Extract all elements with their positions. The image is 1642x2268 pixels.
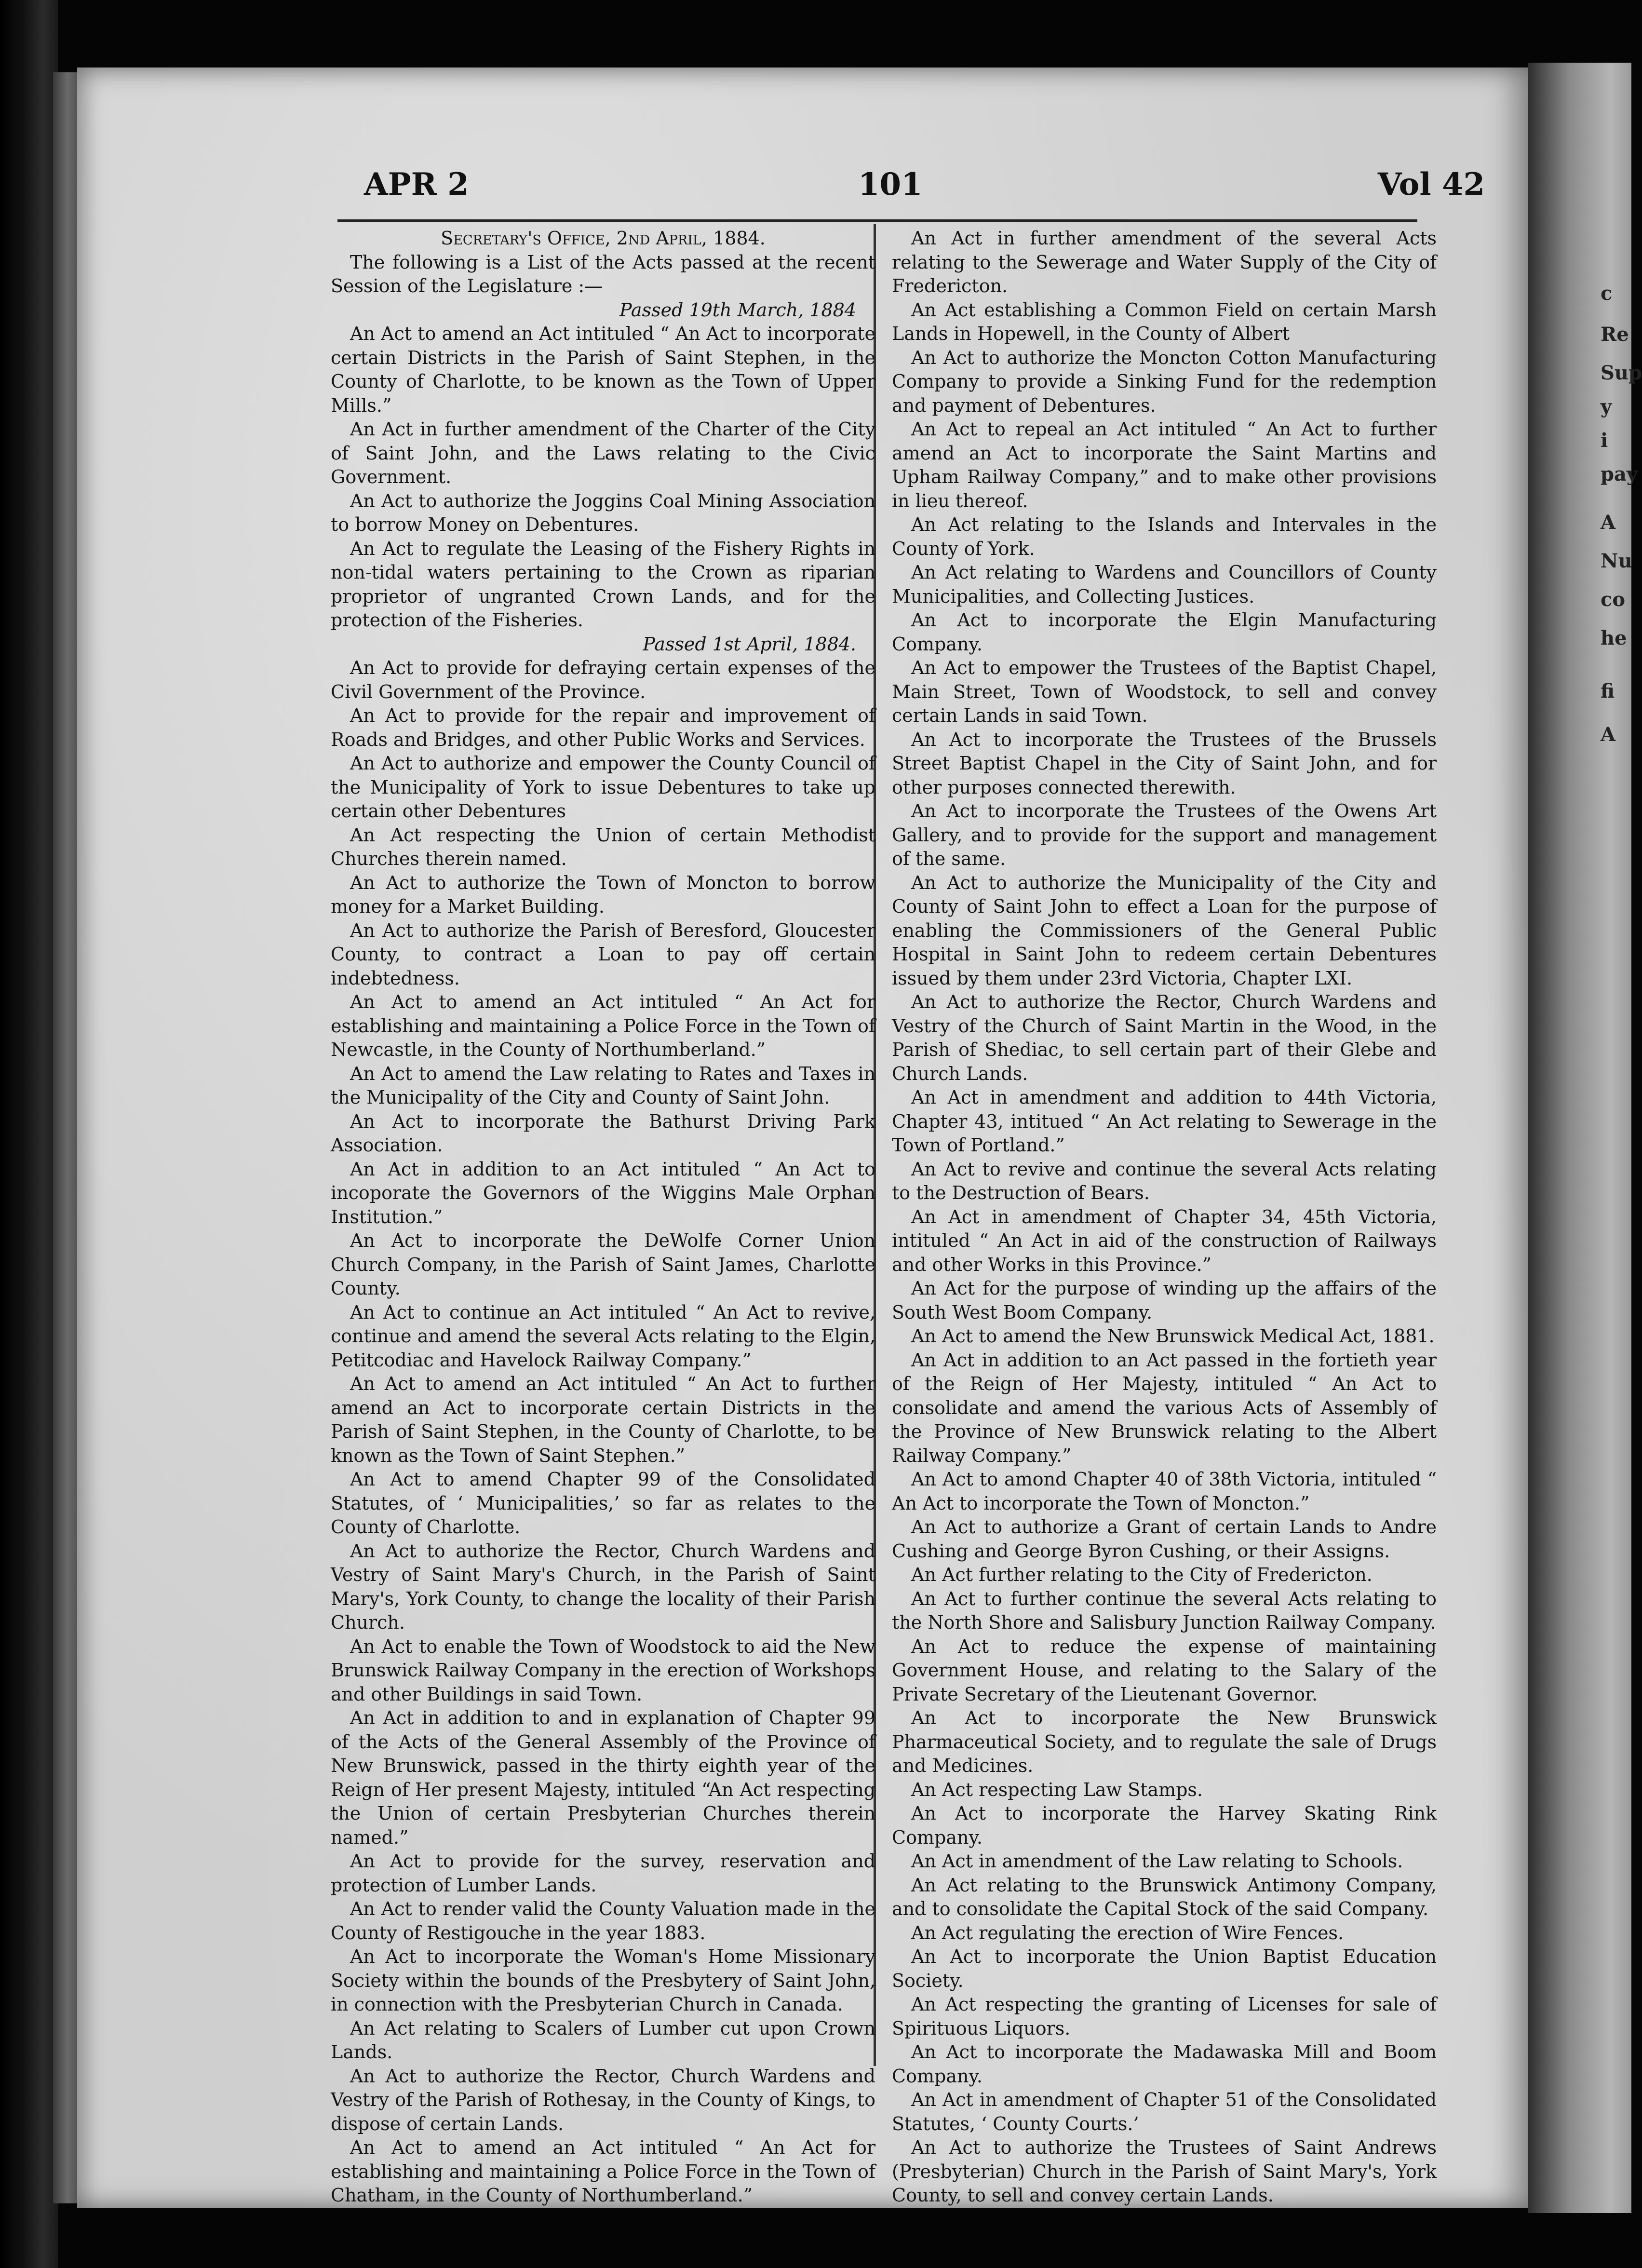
adjacent-page-text-fragment: A	[1601, 511, 1616, 534]
adjacent-page-text-fragment: he	[1601, 627, 1627, 649]
act-entry: An Act to regulate the Leasing of the Fishery Rights in non-tidal waters pertaining to the Crown as riparian proprietor of ungranted Crown Lands, and for the protection of the Fisheries.	[331, 538, 875, 631]
act-entry: An Act to incorporate the Elgin Manufacturing Company.	[892, 609, 1437, 655]
act-entry: An Act relating to Scalers of Lumber cut upon Crown Lands.	[331, 2017, 875, 2063]
acts-list-2	[331, 656, 875, 2208]
adjacent-page-text-fragment: pay	[1601, 463, 1638, 486]
page-number: 101	[858, 166, 923, 202]
act-entry: An Act regulating the erection of Wire Fences.	[911, 1922, 1344, 1944]
act-entry: An Act to revive and continue the several Acts relating to the Destruction of Bears.	[892, 1158, 1437, 1203]
act-entry: An Act to provide for defraying certain expenses of the Civil Government of the Province.	[331, 657, 875, 702]
act-entry: An Act establishing a Common Field on certain Marsh Lands in Hopewell, in the County of Albert	[892, 299, 1437, 344]
act-entry: An Act in amendment of the Law relating to Schools.	[911, 1850, 1403, 1872]
acts-list-3	[892, 227, 1437, 2208]
act-entry: An Act to amend an Act intituled “ An Act to incorporate certain Districts in the Parish of Saint Stephen, in the County of Charlotte, to be known as the Town of Upper Mills.”	[331, 323, 875, 416]
act-entry: An Act in addition to and in explanation of Chapter 99 of the Acts of the General Assembly of the Province of New Brunswick, passed in the thirty eighth year of the Reign of Her present Majesty, intituled “An Act respecting the Union of certain Presbyterian Churches therein named.”	[331, 1707, 875, 1848]
act-entry: An Act to incorporate the DeWolfe Corner Union Church Company, in the Parish of Saint James, Charlotte County.	[331, 1230, 875, 1299]
act-entry: An Act further relating to the City of Fredericton.	[911, 1564, 1373, 1585]
act-entry: An Act relating to the Islands and Intervales in the County of York.	[892, 514, 1437, 559]
act-entry: An Act to enable the Town of Woodstock to aid the New Brunswick Railway Company in the erection of Workshops and other Buildings in said Town.	[331, 1635, 875, 1705]
passed-date-2: Passed 1st April, 1884.	[643, 633, 856, 655]
act-entry: An Act to amend an Act intituled “ An Act for establishing and maintaining a Police Force in the Town of Newcastle, in the County of Northumberland.”	[331, 991, 875, 1060]
act-entry: An Act in amendment and addition to 44th Victoria, Chapter 43, intitued “ An Act relating to Sewerage in the Town of Portland.”	[892, 1087, 1437, 1156]
act-entry: An Act to further continue the several Acts relating to the North Shore and Salisbury Junction Railway Company.	[892, 1588, 1437, 1633]
act-entry: An Act relating to the Brunswick Antimony Company, and to consolidate the Capital Stock of the said Company.	[892, 1874, 1437, 1919]
act-entry: An Act in amendment of Chapter 34, 45th Victoria, intituled “ An Act in aid of the construction of Railways and other Works in this Province.”	[892, 1206, 1437, 1275]
act-entry: An Act to authorize the Trustees of Saint Andrews (Presbyterian) Church in the Parish of Saint Mary's, York County, to sell and convey certain Lands.	[892, 2137, 1437, 2206]
act-entry: An Act in addition to an Act intituled “ An Act to incoporate the Governors of the Wiggins Male Orphan Institution.”	[331, 1158, 875, 1228]
act-entry: An Act to authorize the Rector, Church Wardens and Vestry of the Church of Saint Martin in the Wood, in the Parish of Shediac, to sell certain part of their Glebe and Church Lands.	[892, 991, 1437, 1084]
act-entry: An Act to amend an Act intituled “ An Act to further amend an Act to incorporate certain Districts in the Parish of Saint Stephen, in the County of Charlotte, to be known as the Town of Saint Stephen.”	[331, 1373, 875, 1466]
act-entry: An Act in further amendment of the Charter of the City of Saint John, and the Laws relating to the Civic Government.	[331, 418, 875, 487]
act-entry: An Act to authorize the Town of Moncton to borrow money for a Market Building.	[331, 872, 875, 917]
act-entry: An Act to continue an Act intituled “ An Act to revive, continue and amend the several Acts relating to the Elgin, Petitcodiac and Havelock Railway Company.”	[331, 1301, 875, 1371]
act-entry: An Act to amend the Law relating to Rates and Taxes in the Municipality of the City and County of Saint John.	[331, 1063, 875, 1108]
adjacent-page-text-fragment: i	[1601, 429, 1608, 452]
act-entry: An Act to authorize a Grant of certain Lands to Andre Cushing and George Byron Cushing, or their Assigns.	[892, 1516, 1437, 1562]
act-entry: An Act to authorize and empower the County Council of the Municipality of York to issue Debentures to take up certain other Debentures	[331, 753, 875, 822]
act-entry: An Act to reduce the expense of maintaining Government House, and relating to the Salary of the Private Secretary of the Lieutenant Governor.	[892, 1635, 1437, 1705]
book-binding-edge	[0, 0, 58, 2268]
act-entry: An Act to authorize the Parish of Beresford, Gloucester County, to contract a Loan to pay off certain indebtedness.	[331, 919, 875, 989]
act-entry: An Act respecting Law Stamps.	[911, 1779, 1203, 1800]
act-entry: An Act to render valid the County Valuation made in the County of Restigouche in the year 1883.	[331, 1898, 875, 1944]
volume-label: Vol 42	[1377, 166, 1485, 202]
left-column	[331, 227, 875, 2208]
act-entry: An Act to incorporate the Bathurst Driving Park Association.	[331, 1110, 875, 1156]
act-entry: An Act to repeal an Act intituled “ An Act to further amend an Act to incorporate the Saint Martins and Upham Railway Company,” and to make other provisions in lieu thereof.	[892, 418, 1437, 512]
adjacent-page-text-fragment: y	[1601, 395, 1612, 418]
act-entry: An Act to authorize the Rector, Church Wardens and Vestry of Saint Mary's Church, in the Parish of Saint Mary's, York County, to change the locality of their Parish Church.	[331, 1540, 875, 1633]
act-entry: An Act to incorporate the Madawaska Mill and Boom Company.	[892, 2041, 1437, 2087]
intro-paragraph: The following is a List of the Acts passed at the recent Session of the Legislature :—	[331, 251, 875, 297]
act-entry: An Act to authorize the Joggins Coal Mining Association to borrow Money on Debentures.	[331, 490, 875, 535]
act-entry: An Act to incorporate the Harvey Skating Rink Company.	[892, 1803, 1437, 1848]
act-entry: An Act to provide for the repair and improvement of Roads and Bridges, and other Public Works and Services.	[331, 705, 875, 750]
header-rule	[337, 219, 1417, 222]
adjacent-page-text-fragment: Nu	[1601, 550, 1632, 572]
adjacent-page-text-fragment: A	[1601, 723, 1616, 746]
adjacent-page-text-fragment: fi	[1601, 680, 1615, 702]
act-entry: An Act to amend the New Brunswick Medical Act, 1881.	[911, 1325, 1435, 1347]
act-entry: An Act to incorporate the New Brunswick Pharmaceutical Society, and to regulate the sale of Drugs and Medicines.	[892, 1707, 1437, 1776]
adjacent-page-text-fragment: co	[1601, 588, 1626, 611]
passed-date-1: Passed 19th March, 1884	[619, 299, 856, 321]
act-entry: An Act to amend an Act intituled “ An Act for establishing and maintaining a Police Force in the Town of Chatham, in the County of Northumberland.”	[331, 2137, 875, 2206]
act-entry: An Act to incorporate the Trustees of the Owens Art Gallery, and to provide for the support and management of the same.	[892, 800, 1437, 869]
office-line: Secretary's Office, 2nd April, 1884.	[441, 228, 766, 249]
act-entry: An Act to provide for the survey, reservation and protection of Lumber Lands.	[331, 1850, 875, 1896]
adjacent-page-text-fragment: Re	[1601, 323, 1629, 346]
act-entry: An Act to amond Chapter 40 of 38th Victoria, intituled “ An Act to incorporate the Town of Moncton.”	[892, 1469, 1437, 1514]
act-entry: An Act to authorize the Rector, Church Wardens and Vestry of the Parish of Rothesay, in the County of Kings, to dispose of certain Lands.	[331, 2065, 875, 2134]
act-entry: An Act to authorize the Moncton Cotton Manufacturing Company to provide a Sinking Fund for the redemption and payment of Debentures.	[892, 347, 1437, 416]
act-entry: An Act to incorporate the Union Baptist Education Society.	[892, 1946, 1437, 1991]
adjacent-page-text-fragment: Sup	[1601, 362, 1642, 384]
act-entry: An Act to authorize the Municipality of the City and County of Saint John to effect a Loan for the purpose of enabling the Commissioners of the General Public Hospital in Saint John to redeem certain Debentures issued by them under 23rd Victoria, Chapter LXI.	[892, 872, 1437, 989]
acts-list-1	[331, 322, 875, 633]
act-entry: An Act to empower the Trustees of the Baptist Chapel, Main Street, Town of Woodstock, to sell and convey certain Lands in said Town.	[892, 657, 1437, 726]
act-entry: An Act to amend Chapter 99 of the Consolidated Statutes, of ‘ Municipalities,’ so far as relates to the County of Charlotte.	[331, 1469, 875, 1538]
right-column	[892, 227, 1437, 2208]
act-entry: An Act to incorporate the Woman's Home Missionary Society within the bounds of the Presbytery of Saint John, in connection with the Presbyterian Church in Canada.	[331, 1946, 875, 2015]
header-date: APR 2	[364, 166, 469, 202]
page-header	[289, 166, 1523, 215]
act-entry: An Act respecting the granting of Licenses for sale of Spirituous Liquors.	[892, 1994, 1437, 2039]
act-entry: An Act to incorporate the Trustees of the Brussels Street Baptist Chapel in the City of Saint John, and for other purposes connected therewith.	[892, 729, 1437, 798]
adjacent-page-edge	[1528, 63, 1642, 2213]
act-entry: An Act relating to Wardens and Councillors of County Municipalities, and Collecting Justices.	[892, 562, 1437, 607]
act-entry: An Act for the purpose of winding up the affairs of the South West Boom Company.	[892, 1278, 1437, 1323]
adjacent-page-text-fragment: c	[1601, 282, 1613, 305]
act-entry: An Act in further amendment of the several Acts relating to the Sewerage and Water Supply of the City of Fredericton.	[892, 228, 1437, 297]
act-entry: An Act respecting the Union of certain Methodist Churches therein named.	[331, 824, 875, 869]
act-entry: An Act in addition to an Act passed in the fortieth year of the Reign of Her Majesty, intituled “ An Act to consolidate and amend the various Acts of Assembly of the Province of New Brunswick relating to the Albert Railway Company.”	[892, 1349, 1437, 1466]
act-entry: An Act in amendment of Chapter 51 of the Consolidated Statutes, ‘ County Courts.’	[892, 2089, 1437, 2134]
